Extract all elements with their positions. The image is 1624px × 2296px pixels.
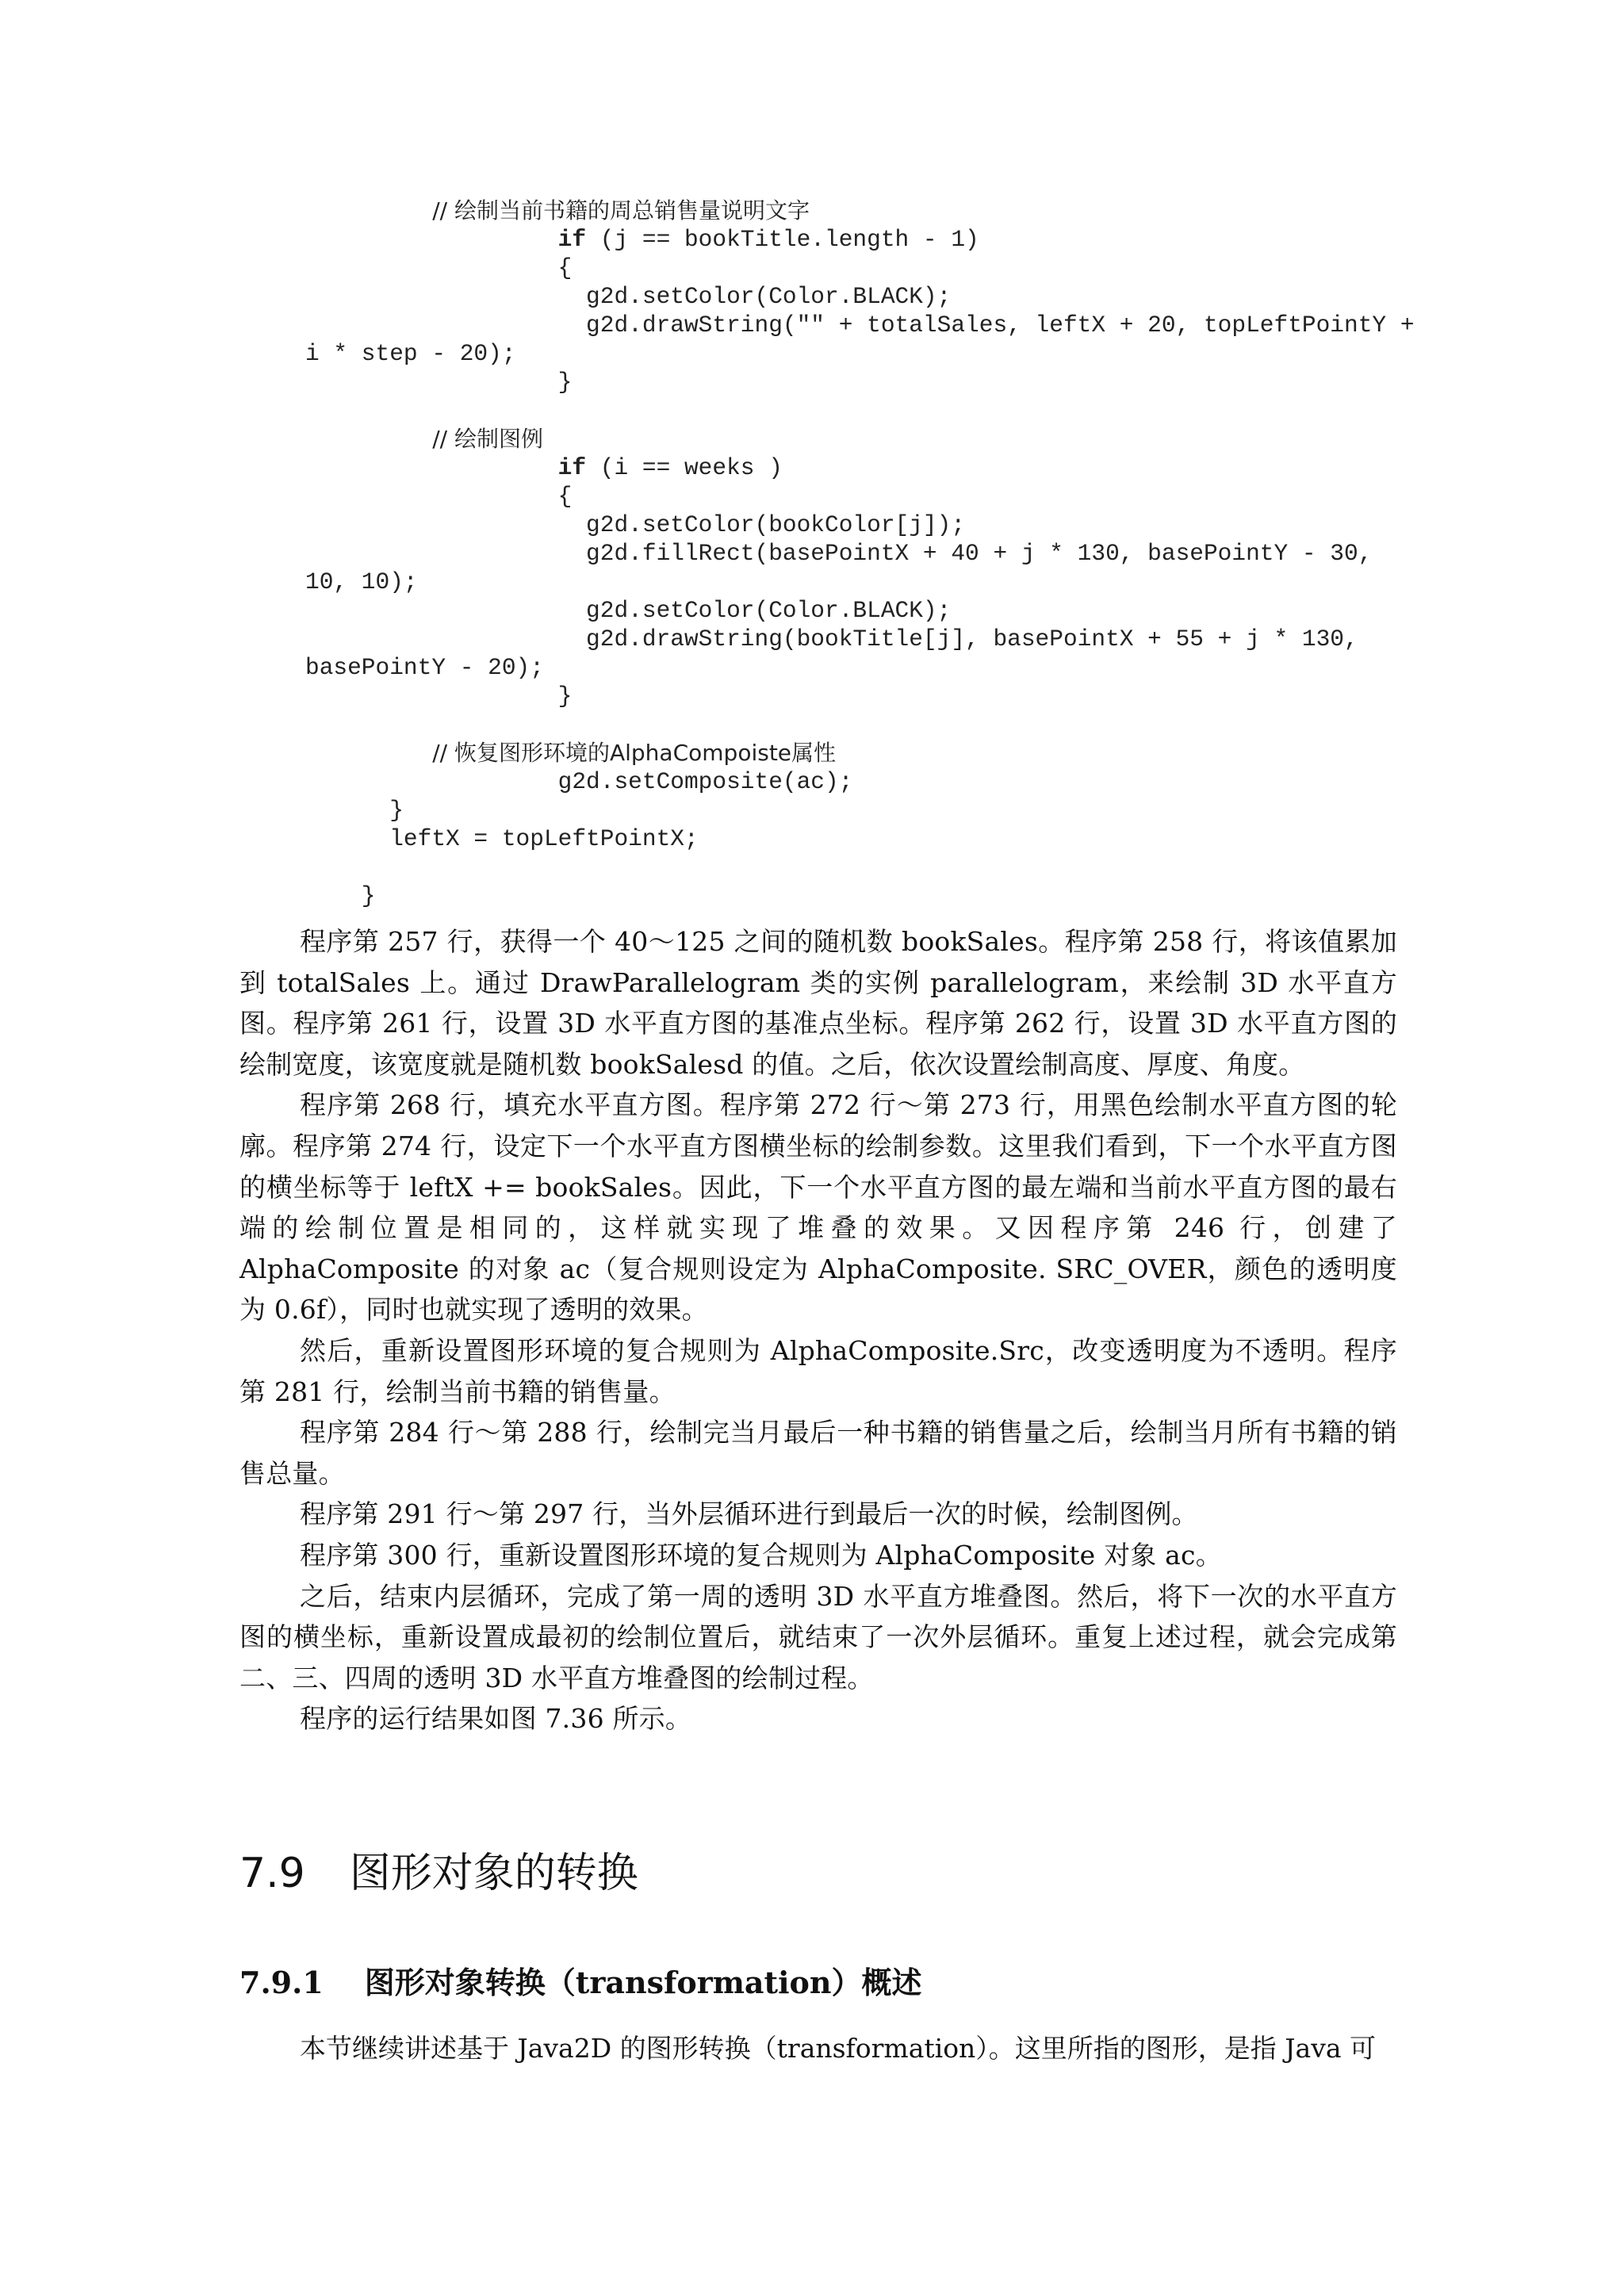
paragraph: 程序第 284 行～第 288 行，绘制完当月最后一种书籍的销售量之后，绘制当月所有书籍的销售总量。	[239, 1417, 1397, 1489]
paragraph: 程序第 291 行～第 297 行，当外层循环进行到最后一次的时候，绘制图例。	[300, 1498, 1198, 1530]
paragraph: 程序第 268 行，填充水平直方图。程序第 272 行～第 273 行，用黑色绘制水平直方图的轮廓。程序第 274 行，设定下一个水平直方图横坐标的绘制参数。这里我们看到，下一个水平直方图的横坐标等于 leftX += bookSales。因此，下一个水平直方图的最左端和当前水平直方图的最右端的绘制位置是相同的，这样就实现了堆叠的效果。又因程序第 246 行，创建了 AlphaComposite 的对象 ac（复合规则设定为 AlphaComposite. SRC_OVER，颜色的透明度为 0.6f），同时也就实现了透明的效果。	[239, 1089, 1397, 1326]
section-title: 图形对象的转换	[349, 1850, 638, 1897]
code-line-14: 10, 10);	[305, 568, 418, 595]
code-line-1: // 绘制当前书籍的周总销售量说明文字	[305, 197, 810, 224]
subsection-title: 图形对象转换（transformation）概述	[364, 1965, 922, 2000]
code-line-16: g2d.drawString(bookTitle[j], basePointX + 55 + j * 130,	[305, 626, 1358, 652]
paragraph: 程序的运行结果如图 7.36 所示。	[300, 1703, 692, 1735]
code-line-7: }	[305, 369, 573, 396]
code-line-22: }	[305, 797, 404, 824]
code-line-20: // 恢复图形环境的AlphaCompoiste属性	[305, 740, 837, 766]
section-number: 7.9	[239, 1850, 305, 1897]
code-line-21: g2d.setComposite(ac);	[305, 768, 853, 795]
code-line-3: {	[305, 254, 573, 281]
subsection-heading	[239, 1958, 922, 2002]
paragraph: 程序第 300 行，重新设置图形环境的复合规则为 AlphaComposite 对象 ac。	[300, 1539, 1222, 1571]
keyword-if: if	[557, 226, 587, 253]
code-line-13: g2d.fillRect(basePointX + 40 + j * 130, basePointY - 30,	[305, 540, 1373, 567]
code-line-5: g2d.drawString("" + totalSales, leftX + 20, topLeftPointY +	[305, 312, 1415, 339]
keyword-if: if	[557, 454, 587, 481]
paragraph: 之后，结束内层循环，完成了第一周的透明 3D 水平直方堆叠图。然后，将下一次的水平直方图的横坐标，重新设置成最初的绘制位置后，就结束了一次外层循环。重复上述过程，就会完成第二、三、四周的透明 3D 水平直方堆叠图的绘制过程。	[239, 1580, 1397, 1693]
code-line-2: if (j == bookTitle.length - 1)	[557, 226, 979, 253]
code-line-15: g2d.setColor(Color.BLACK);	[305, 597, 952, 624]
code-line-25: }	[305, 882, 376, 909]
section-heading	[239, 1839, 638, 1899]
paragraph: 然后，重新设置图形环境的复合规则为 AlphaComposite.Src，改变透明度为不透明。程序第 281 行，绘制当前书籍的销售量。	[239, 1334, 1397, 1407]
code-line-6: i * step - 20);	[305, 340, 516, 367]
code-line-10: if (i == weeks )	[557, 454, 783, 481]
code-line-18: }	[305, 683, 573, 710]
code-line-9: // 绘制图例	[305, 426, 543, 452]
body-text	[239, 921, 1397, 1739]
code-line-23: leftX = topLeftPointX;	[305, 825, 699, 852]
paragraph: 程序第 257 行，获得一个 40～125 之间的随机数 bookSales。程序第 258 行，将该值累加到 totalSales 上。通过 DrawParallelogram 类的实例 parallelogram，来绘制 3D 水平直方图。程序第 261 行，设置 3D 水平直方图的基准点坐标。程序第 262 行，设置 3D 水平直方图的绘制宽度，该宽度就是随机数 bookSalesd 的值。之后，依次设置绘制高度、厚度、角度。	[239, 926, 1397, 1080]
code-line-4: g2d.setColor(Color.BLACK);	[305, 283, 952, 310]
intro-paragraph: 本节继续讲述基于 Java2D 的图形转换（transformation）。这里所指的图形，是指 Java 可	[300, 2033, 1377, 2064]
subsection-number: 7.9.1	[239, 1965, 324, 2000]
code-line-11: {	[305, 483, 573, 510]
code-line-12: g2d.setColor(bookColor[j]);	[305, 511, 966, 538]
code-line-17: basePointY - 20);	[305, 654, 544, 681]
